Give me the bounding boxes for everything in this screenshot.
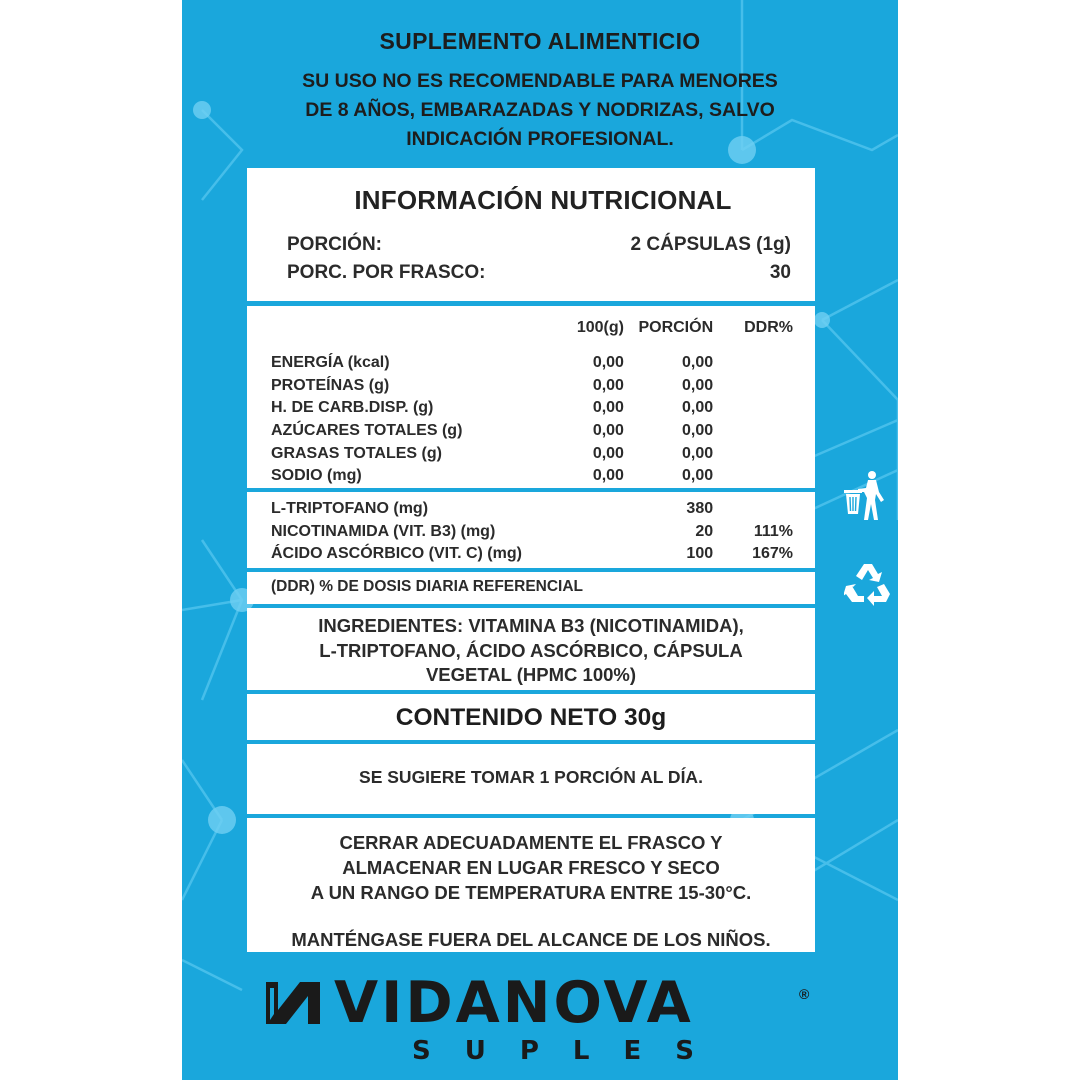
table-cell: 111% [753,522,793,540]
brand-n-mark-icon [264,980,322,1026]
table-cell: AZÚCARES TOTALES (g) [271,422,463,440]
storage-line: A UN RANGO DE TEMPERATURA ENTRE 15-30°C. [310,882,752,903]
table-header [271,316,793,340]
table-cell: 0,00 [592,467,624,485]
header-cell: 100(g) [576,319,624,336]
warning-line: SU USO NO ES RECOMENDABLE PARA MENORES [302,70,778,92]
table-cell: GRASAS TOTALES (g) [271,444,442,462]
ingredients-line: INGREDIENTES: VITAMINA B3 (NICOTINAMIDA), [318,615,744,636]
servings-value: 30 [769,262,791,283]
active-ingredients-card [247,492,815,568]
trash-disposal-icon [842,470,894,522]
ddr-note-card [247,572,815,604]
table-row [271,543,793,566]
active-ingredient-rows [271,498,793,566]
table-cell: NICOTINAMIDA (VIT. B3) (mg) [271,522,496,540]
table-cell: 380 [686,500,714,518]
table-cell: 0,00 [592,444,624,462]
table-row [271,442,793,465]
table-row [271,375,793,398]
header-cell: PORCIÓN [638,319,714,336]
net-content: CONTENIDO NETO 30g [395,704,667,731]
storage-card [247,818,815,952]
table-row [271,521,793,544]
suggestion-card [247,744,815,814]
brand-name: VIDANOVA [334,970,694,1036]
table-cell: ENERGÍA (kcal) [271,354,390,372]
table-cell: 0,00 [592,376,624,394]
table-row [271,420,793,443]
recycle-icon [844,560,892,608]
table-cell: 0,00 [681,354,714,372]
table-cell: PROTEÍNAS (g) [271,376,390,394]
table-cell: SODIO (mg) [271,467,362,485]
table-cell: 0,00 [592,354,624,372]
suggestion-text: SE SUGIERE TOMAR 1 PORCIÓN AL DÍA. [359,767,703,787]
warning-block [182,28,898,154]
table-cell: 0,00 [592,399,624,417]
supplement-label [182,0,898,1080]
table-cell: 100 [686,545,714,563]
table-cell: L-TRIPTOFANO (mg) [271,500,429,518]
table-cell: H. DE CARB.DISP. (g) [271,399,434,417]
table-cell: 0,00 [681,376,714,394]
warning-line: DE 8 AÑOS, EMBARAZADAS Y NODRIZAS, SALVO [305,99,775,121]
storage-line: ALMACENAR EN LUGAR FRESCO Y SECO [342,857,720,878]
warning-title: SUPLEMENTO ALIMENTICIO [379,28,701,54]
table-cell: 0,00 [592,422,624,440]
header-cell: DDR% [744,319,793,336]
table-cell: 0,00 [681,444,714,462]
serving-value: 2 CÁPSULAS (1g) [630,234,791,255]
nutrition-table-card [247,306,815,488]
table-row [271,498,793,521]
servings-label: PORC. POR FRASCO: [287,262,486,283]
serving-row [287,234,791,256]
nutrition-rows [271,352,793,488]
ingredients-line: L-TRIPTOFANO, ÁCIDO ASCÓRBICO, CÁPSULA [319,639,743,661]
registered-mark: ® [799,986,810,1002]
storage-line: CERRAR ADECUADAMENTE EL FRASCO Y [339,832,723,853]
warning-text [182,67,898,154]
servings-per-bottle-row [287,262,791,284]
brand-logo [182,972,898,1072]
table-row [271,397,793,420]
ingredients-line: VEGETAL (HPMC 100%) [425,664,637,685]
nutrition-title: INFORMACIÓN NUTRICIONAL [354,185,732,215]
warning-line: INDICACIÓN PROFESIONAL. [406,128,674,150]
serving-label: PORCIÓN: [287,234,382,255]
table-cell: 167% [752,545,793,563]
ingredients-card [247,608,815,690]
table-cell: 20 [695,522,714,540]
keep-away-text: MANTÉNGASE FUERA DEL ALCANCE DE LOS NIÑOS. [291,929,771,950]
nutrition-header-card [247,168,815,301]
brand-subtitle: SUPLES [412,1036,728,1066]
table-cell: 0,00 [681,399,714,417]
table-cell: ÁCIDO ASCÓRBICO (VIT. C) (mg) [271,545,522,563]
table-row [271,465,793,488]
table-cell: 0,00 [681,467,714,485]
table-cell: 0,00 [681,422,714,440]
ddr-note: (DDR) % DE DOSIS DIARIA REFERENCIAL [271,578,584,595]
net-content-card [247,694,815,740]
table-row [271,352,793,375]
